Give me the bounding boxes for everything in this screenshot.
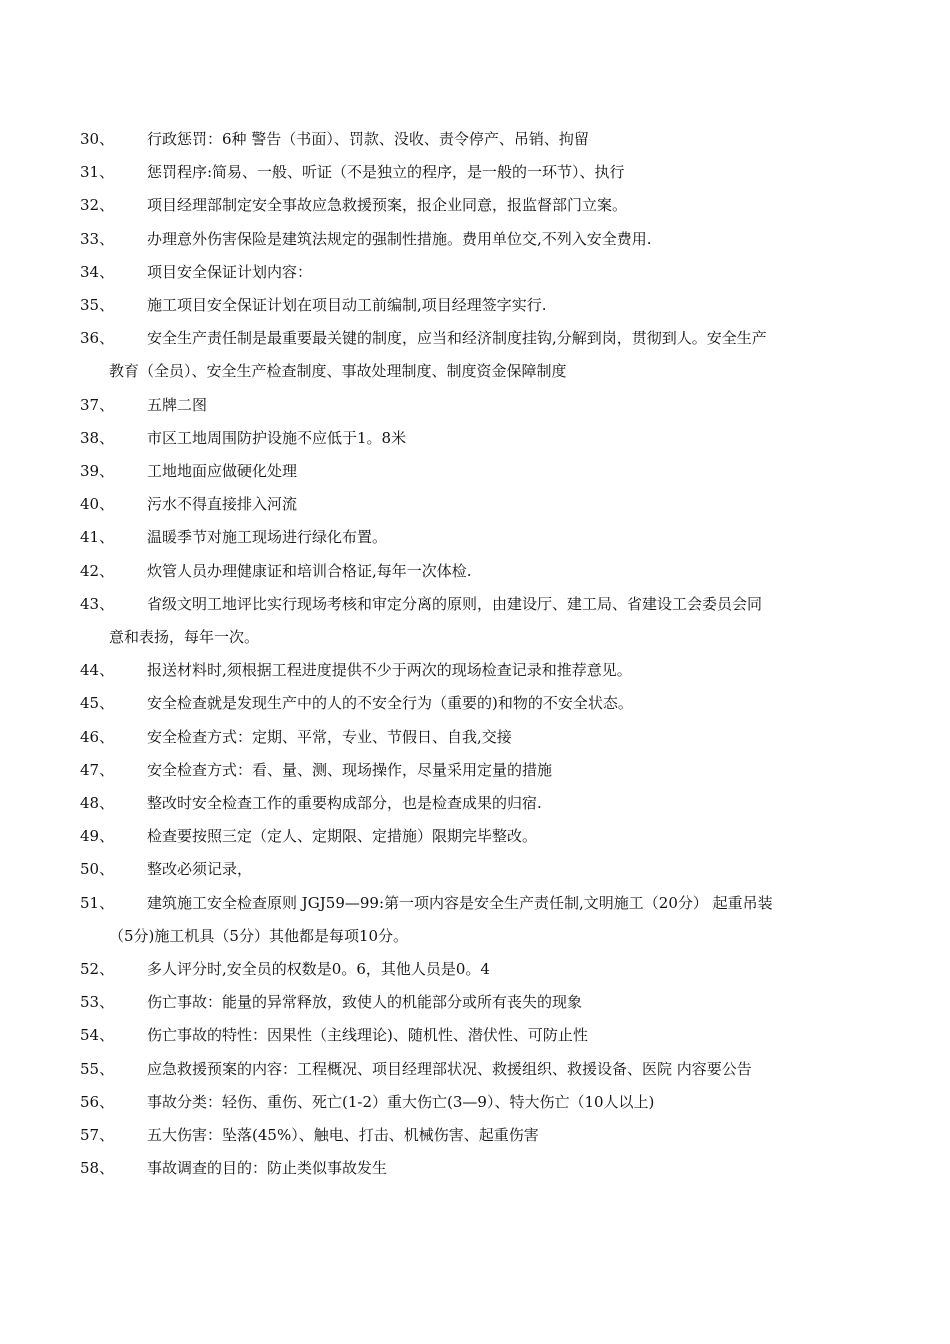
item-text: 项目安全保证计划内容：: [147, 262, 313, 281]
item-text: 报送材料时,须根据工程进度提供不少于两次的现场检查记录和推荐意见。: [147, 661, 632, 680]
item-number: 50、: [80, 860, 115, 879]
list-item: [80, 887, 870, 953]
item-text: 省级文明工地评比实行现场考核和审定分离的原则，由建设厅、建工局、省建设工会委员会同: [147, 594, 763, 613]
item-number: 34、: [80, 262, 115, 281]
item-text: 行政惩罚：6种 警告（书面）、罚款、没收、责令停产、吊销、拘留: [147, 130, 589, 148]
item-number: 45、: [80, 694, 115, 713]
item-number: 42、: [80, 561, 115, 580]
item-number: 38、: [80, 428, 115, 447]
item-number: 47、: [80, 760, 115, 779]
item-text: 事故调查的目的：防止类似事故发生: [147, 1159, 388, 1178]
item-number: 43、: [80, 594, 115, 613]
item-number: 33、: [80, 229, 115, 248]
item-text-continuation: 意和表扬，每年一次。: [109, 628, 260, 647]
list-item: [80, 422, 870, 455]
item-number: 54、: [80, 1026, 115, 1045]
item-number: 41、: [80, 528, 115, 547]
numbered-list: [80, 123, 870, 1186]
list-item: [80, 721, 870, 754]
item-text: 伤亡事故：能量的异常释放，致使人的机能部分或所有丧失的现象: [147, 993, 583, 1012]
list-item: [80, 455, 870, 488]
item-text: 整改时安全检查工作的重要构成部分，也是检查成果的归宿.: [147, 794, 542, 813]
item-number: 49、: [80, 827, 115, 846]
item-text: 安全生产责任制是最重要最关键的制度，应当和经济制度挂钩,分解到岗，贯彻到人。安全生产: [147, 329, 767, 348]
item-text: 检查要按照三定（定人、定期限、定措施）限期完毕整改。: [147, 827, 538, 846]
item-text: 五牌二图: [147, 395, 208, 414]
item-text: 工地地面应做硬化处理: [147, 462, 298, 481]
list-item: [80, 953, 870, 986]
item-number: 39、: [80, 462, 115, 481]
list-item: [80, 521, 870, 554]
item-text: 五大伤害：坠落(45%）、触电、打击、机械伤害、起重伤害: [147, 1126, 539, 1145]
item-number: 44、: [80, 661, 115, 680]
item-number: 32、: [80, 196, 115, 215]
list-item: [80, 1053, 870, 1086]
list-item: [80, 986, 870, 1019]
item-text: 温暖季节对施工现场进行绿化布置。: [147, 528, 388, 547]
item-number: 37、: [80, 395, 115, 414]
item-text: 事故分类：轻伤、重伤、死亡(1-2）重大伤亡(3—9）、特大伤亡（10人以上): [147, 1092, 655, 1111]
item-number: 40、: [80, 495, 115, 514]
item-number: 48、: [80, 794, 115, 813]
item-number: 53、: [80, 993, 115, 1012]
item-text-continuation: （5分)施工机具（5分）其他都是每项10分。: [109, 926, 409, 945]
list-item: [80, 555, 870, 588]
item-number: 35、: [80, 296, 115, 315]
list-item: [80, 1086, 870, 1119]
list-item: [80, 1019, 870, 1052]
list-item: [80, 256, 870, 289]
item-text: 伤亡事故的特性：因果性（主线理论)、随机性、潜伏性、可防止性: [147, 1026, 588, 1045]
list-item: [80, 322, 870, 388]
list-item: [80, 588, 870, 654]
list-item: [80, 189, 870, 222]
list-item: [80, 754, 870, 787]
item-number: 52、: [80, 960, 115, 979]
list-item: [80, 853, 870, 886]
item-text: 施工项目安全保证计划在项目动工前编制,项目经理签字实行.: [147, 296, 547, 315]
item-text: 安全检查方式：定期、平常，专业、节假日、自我,交接: [147, 727, 512, 746]
item-text: 项目经理部制定安全事故应急救援预案，报企业同意，报监督部门立案。: [147, 196, 628, 215]
item-number: 46、: [80, 727, 115, 746]
item-number: 51、: [80, 893, 115, 912]
list-item: [80, 687, 870, 720]
list-item: [80, 289, 870, 322]
item-text: 污水不得直接排入河流: [147, 495, 298, 514]
item-text: 办理意外伤害保险是建筑法规定的强制性措施。费用单位交,不列入安全费用.: [147, 229, 652, 248]
item-number: 57、: [80, 1126, 115, 1145]
item-text-continuation: 教育（全员）、安全生产检查制度、事故处理制度、制度资金保障制度: [109, 362, 567, 381]
list-item: [80, 820, 870, 853]
list-item: [80, 1119, 870, 1152]
item-number: 31、: [80, 163, 115, 182]
item-text: 市区工地周围防护设施不应低于1。8米: [147, 428, 407, 447]
item-text: 惩罚程序:简易、一般、听证（不是独立的程序，是一般的一环节）、执行: [147, 163, 625, 182]
item-text: 安全检查方式：看、量、测、现场操作，尽量采用定量的措施: [147, 760, 553, 779]
item-number: 56、: [80, 1092, 115, 1111]
item-text: 多人评分时,安全员的权数是0。6，其他人员是0。4: [147, 960, 490, 979]
list-item: [80, 156, 870, 189]
item-text: 应急救援预案的内容：工程概况、项目经理部状况、救援组织、救援设备、医院 内容要公告: [147, 1059, 752, 1078]
item-number: 36、: [80, 329, 115, 348]
list-item: [80, 488, 870, 521]
item-number: 55、: [80, 1059, 115, 1078]
item-text: 整改必须记录，: [147, 860, 253, 879]
list-item: [80, 1152, 870, 1185]
list-item: [80, 223, 870, 256]
list-item: [80, 654, 870, 687]
item-text: 炊管人员办理健康证和培训合格证,每年一次体检.: [147, 561, 472, 580]
list-item: [80, 389, 870, 422]
list-item: [80, 787, 870, 820]
list-item: [80, 123, 870, 156]
item-number: 58、: [80, 1159, 115, 1178]
item-text: 建筑施工安全检查原则 JGJ59—99:第一项内容是安全生产责任制,文明施工（20分） 起重吊装: [147, 893, 773, 912]
item-number: 30、: [80, 130, 115, 148]
item-text: 安全检查就是发现生产中的人的不安全行为（重要的)和物的不安全状态。: [147, 694, 633, 713]
